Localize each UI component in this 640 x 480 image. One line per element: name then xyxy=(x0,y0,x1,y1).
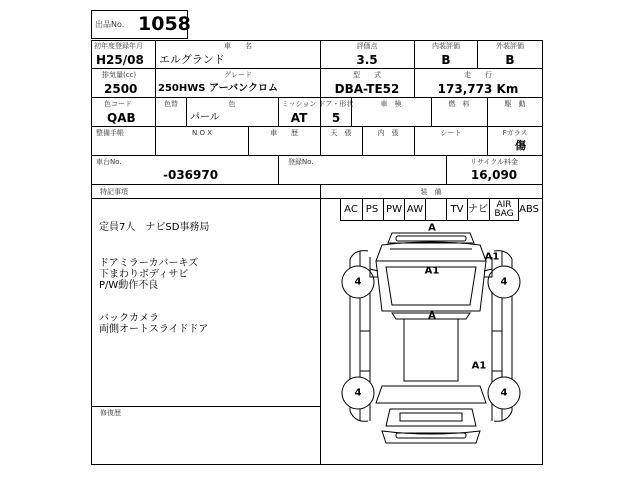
fuel-label: 燃 料 xyxy=(448,100,470,108)
displacement-value: 2500 xyxy=(104,82,138,96)
first-reg-label: 初年度登録年月 xyxy=(94,42,143,50)
note-line: バックカメラ xyxy=(99,313,159,324)
note-line: 下まわりボディサビ xyxy=(99,269,189,280)
chassis-label: 車台No. xyxy=(96,158,122,166)
interior-trim-label: 内 張 xyxy=(377,129,399,137)
equip-airbag: AIR BAG xyxy=(494,200,514,219)
equip-ps: PS xyxy=(365,204,379,215)
exterior-value: B xyxy=(505,53,515,67)
tire-rear-right: 4 xyxy=(500,387,508,399)
interior-label: 内装評価 xyxy=(432,42,460,50)
tire-rear-left: 4 xyxy=(354,387,362,399)
first-reg-value: H25/08 xyxy=(96,53,144,67)
lot-number: 1058 xyxy=(138,13,191,35)
recycle-value: 16,090 xyxy=(470,168,518,182)
car-name-label: 車 名 xyxy=(224,42,252,50)
score-value: 3.5 xyxy=(356,53,378,67)
nox-label: N O X xyxy=(192,129,212,137)
drive-label: 駆 動 xyxy=(504,100,526,108)
doors-label: ドア・形状 xyxy=(318,100,354,108)
tire-front-right: 4 xyxy=(500,276,508,288)
doors-value: 5 xyxy=(331,111,341,125)
mileage-value: 173,773 Km xyxy=(437,82,519,96)
note-line: 両側オートスライドドア xyxy=(99,324,209,335)
inspection-label: 車 検 xyxy=(380,100,402,108)
equip-tv: TV xyxy=(450,204,464,215)
damage-mark-right-front: A1 xyxy=(484,251,500,263)
score-label: 評価点 xyxy=(356,42,378,50)
grade-label: グレード xyxy=(224,71,252,79)
notes-label: 特記事項 xyxy=(100,188,128,196)
equip-aw: AW xyxy=(406,204,424,215)
tire-front-left: 4 xyxy=(354,276,362,288)
car-name-value: エルグランド xyxy=(159,53,225,66)
grade-value: 250HWS アーバンクロム xyxy=(158,83,278,94)
roof-label: 天 張 xyxy=(330,129,352,137)
exterior-label: 外装評価 xyxy=(496,42,524,50)
color-code-value: QAB xyxy=(107,111,136,125)
car-body-diagram xyxy=(320,221,542,464)
color-code-label: 色コード xyxy=(104,100,132,108)
recycle-label: リサイクル料金 xyxy=(469,158,519,166)
displacement-label: 排気量(cc) xyxy=(102,71,137,79)
damage-mark-roof: A xyxy=(428,310,436,322)
note-line: 定員7人 ナビSD事務局 xyxy=(99,222,210,233)
color-label: 色 xyxy=(228,100,236,108)
model-label: 型 式 xyxy=(353,71,381,79)
color-value: パール xyxy=(190,112,220,123)
note-line: P/W動作不良 xyxy=(99,280,159,291)
damage-mark-hood: A1 xyxy=(424,265,440,277)
manual-label: 整備手帳 xyxy=(96,129,124,137)
model-value: DBA-TE52 xyxy=(334,82,400,96)
equipment-label: 装 備 xyxy=(420,188,442,196)
reg-label: 登録No. xyxy=(288,158,314,166)
mileage-label: 走 行 xyxy=(464,71,492,79)
damage-mark-front: A xyxy=(428,222,436,234)
equip-navi: ナビ xyxy=(468,204,488,215)
equip-abs: ABS xyxy=(519,204,539,215)
lot-label: 出品No. xyxy=(95,20,125,29)
equip-pw: PW xyxy=(386,204,402,215)
mission-label: ミッション xyxy=(281,100,317,108)
fglass-value: 傷 xyxy=(515,139,526,152)
mission-value: AT xyxy=(290,111,308,125)
seat-label: シート xyxy=(440,129,462,137)
chassis-value: -036970 xyxy=(163,168,219,182)
repair-label: 修復歴 xyxy=(100,409,121,417)
note-line: ドアミラーカバーキズ xyxy=(99,258,199,269)
equip-ac: AC xyxy=(344,204,358,215)
fglass-label: Fガラス xyxy=(502,129,528,137)
interior-value: B xyxy=(441,53,451,67)
color-change-label: 色替 xyxy=(164,100,178,108)
damage-mark-right-rear: A1 xyxy=(471,360,487,372)
history-label: 車 歴 xyxy=(270,129,298,137)
